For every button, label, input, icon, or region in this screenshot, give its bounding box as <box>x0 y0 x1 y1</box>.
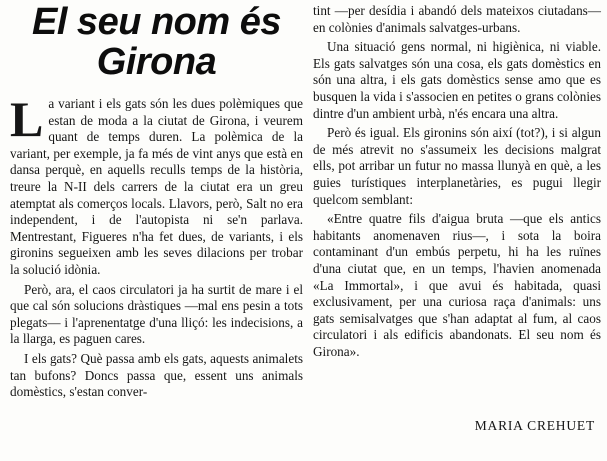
headline-line-1: El seu nom és <box>31 1 282 43</box>
paragraph-3: I els gats? Què passa amb els gats, aquests animalets tan bufons? Doncs passa que, essent uns animals domèstics, s'estan conver- <box>10 350 303 400</box>
right-body <box>313 3 601 360</box>
paragraph-4: Una situació gens normal, ni higiènica, ni viable. Els gats salvatges són una cosa, els gats domèstics en són una altra, i els gats domèstics sense amo que es busquen la vida i s'associen en petites o grans colònies dintre d'un ambient urbà, n'és encara una altra. <box>313 39 601 121</box>
paragraph-3-continued: tint —per desídia i abandó dels mateixos ciutadans— en colònies d'animals salvatges-urbans. <box>313 3 601 35</box>
paragraph-5: Però és igual. Els gironins són així (tot?), i si algun de més atrevit no s'assumeix les decisions malgrat ells, pot arribar un futur no massa llunyà en què, a les guies turístiques interplanetàries, es pugui llegir quelcom semblant: <box>313 125 601 207</box>
left-body <box>10 91 303 401</box>
headline <box>10 2 303 82</box>
paragraph-1 <box>10 91 303 279</box>
paragraph-1-text: a variant i els gats són les dues polèmiques que estan de moda a la ciutat de Girona, i veurem quant de temps duren. La polèmica de la variant, per exemple, ja fa més de vint anys que està en dansa perquè, en aquells reculls temps de la història, treure la N-II dels carrers de la ciutat era un greu atemptat als comerços locals. Llavors, però, Salt no era independent, i de l'autopista ni se'n parlava. Mentrestant, Figueres n'ha fet dues, de variants, i els gironins segueixen amb les seves dilacions per trobar la solució idònia. <box>10 96 303 277</box>
headline-line-2: Girona <box>96 41 217 83</box>
paragraph-6-quote: «Entre quatre fils d'aigua bruta —que els antics habitants anomenaven rius—, i sota la boira contaminant d'un embús perpetu, hi ha les ruïnes d'una ciutat que, en un temps, l'havien anomenada «La Immortal», i que avui és habitada, quasi exclusivament, per una curiosa raça d'animals: uns gats semisalvatges que s'han adaptat al fum, al caos circulatori i als edificis abandonats. El seu nom és Girona». <box>313 211 601 359</box>
drop-cap: L <box>10 91 44 147</box>
paragraph-2: Però, ara, el caos circulatori ja ha surtit de mare i el que cal són solucions dràstiques —mal ens pesin a tots plegats— i l'aprenentatge d'una lliçó: les indecisions, a la llarga, es paguen cares. <box>10 281 303 347</box>
author-signature: MARIA CREHUET <box>474 418 595 433</box>
